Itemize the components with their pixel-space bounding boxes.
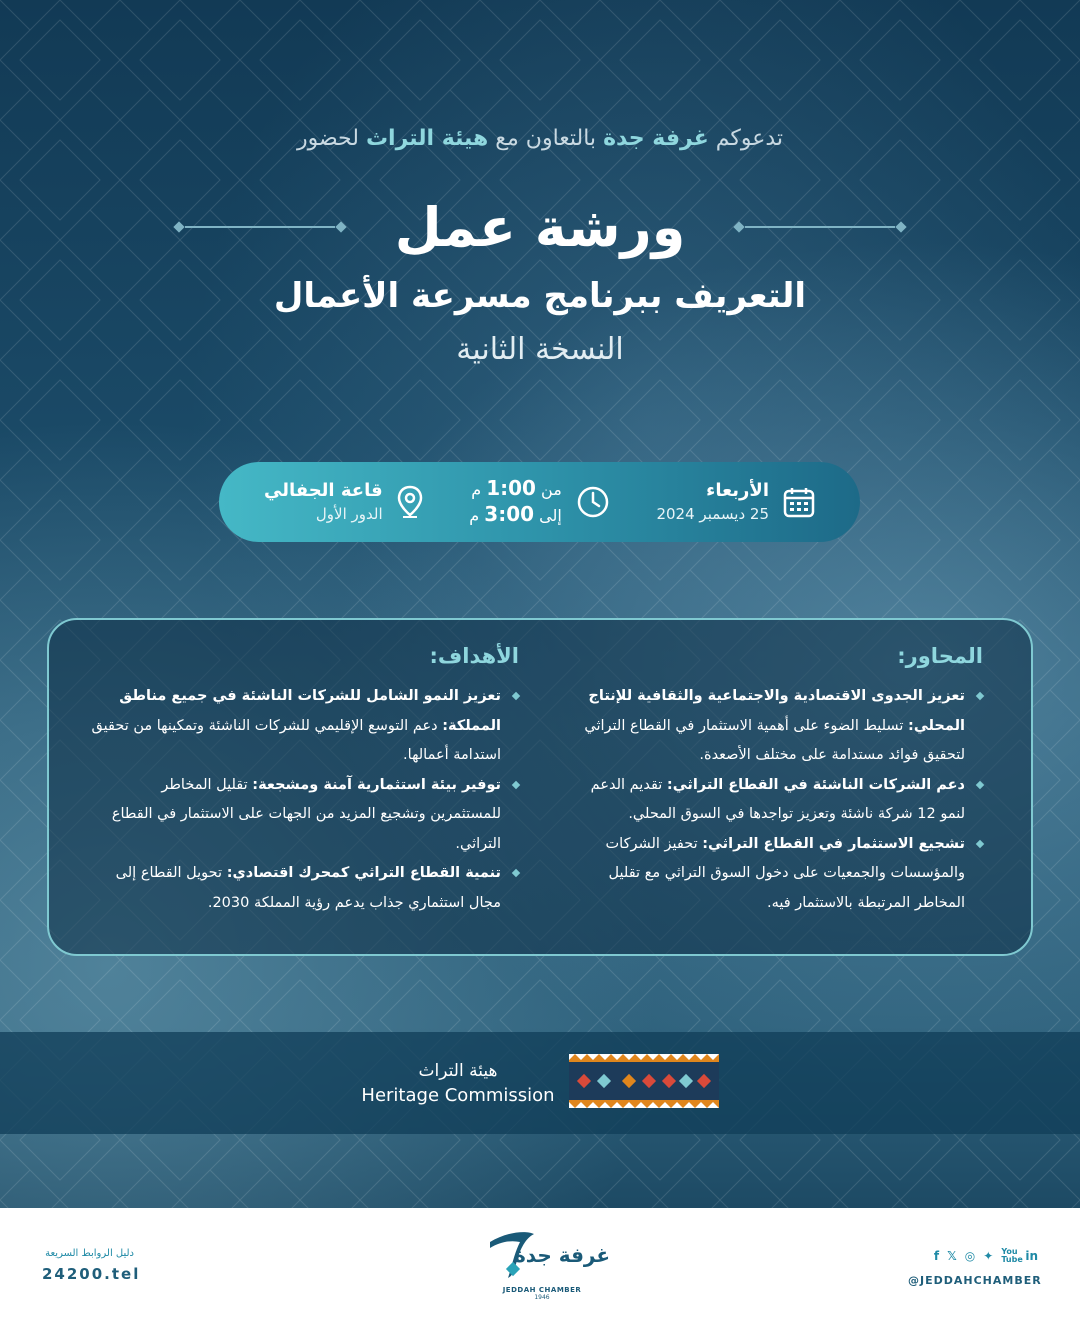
youtube-icon[interactable]: You Tube (1001, 1247, 1023, 1264)
invitation-line: تدعوكم غرفة جدة بالتعاون مع هيئة التراث لحضور (296, 126, 784, 151)
linkedin-icon[interactable]: in (1025, 1249, 1038, 1263)
social-links (908, 1247, 1042, 1287)
edition-label: النسخة الثانية (456, 332, 624, 367)
goals-list (89, 682, 519, 918)
event-info-bar (219, 462, 860, 542)
list-item: تعزيز النمو الشامل للشركات الناشئة في جميع مناطق المملكة: دعم التوسع الإقليمي للشركات الناشئة وتمكينها من تحقيق استدامة أعمالها. (89, 682, 519, 771)
clock-icon (576, 485, 610, 519)
title-row (0, 192, 1080, 262)
axes-column (583, 644, 983, 918)
list-item: دعم الشركات الناشئة في القطاع التراثي: تقديم الدعم لنمو 12 شركة ناشئة وتعزيز تواجدها في السوق المحلي. (583, 771, 983, 830)
facebook-icon[interactable]: f (933, 1249, 940, 1263)
instagram-icon[interactable]: ◎ (964, 1249, 976, 1263)
quick-links-label: دليل الروابط السريعة (45, 1248, 134, 1259)
venue-floor: الدور الأول (315, 505, 383, 523)
start-time: من 1:00 م (471, 476, 562, 500)
page-title: ورشة عمل (394, 195, 686, 259)
heritage-name-en: Heritage Commission (361, 1084, 555, 1106)
heritage-commission-name (361, 1061, 554, 1106)
logo-english-name: JEDDAH CHAMBER (502, 1286, 582, 1294)
venue-info (264, 479, 423, 525)
svg-text:غرفة جدة: غرفة جدة (513, 1243, 611, 1267)
jeddah-chamber-logo-icon (486, 1228, 611, 1280)
decorative-line-right (745, 226, 895, 228)
workshop-subtitle: التعريف ببرنامج مسرعة الأعمال (273, 276, 807, 316)
heritage-commission-logo-icon (569, 1054, 719, 1112)
date-info (656, 479, 815, 525)
jeddah-chamber-logo (486, 1228, 611, 1308)
list-item: تعزيز الجدوى الاقتصادية والاجتماعية والثقافية للإنتاج المحلي: تسليط الضوء على أهمية الاستثمار في القطاع التراثي لتحقيق فوائد مستدامة على مختلف الأصعدة. (583, 682, 983, 771)
end-time: إلى 3:00 م (469, 502, 562, 526)
goals-column (89, 644, 519, 918)
time-info (469, 476, 610, 528)
org-jeddah-chamber: غرفة جدة (603, 126, 709, 151)
axes-list (583, 682, 983, 918)
social-handle[interactable]: @JEDDAHCHAMBER (908, 1274, 1042, 1287)
content-panel (47, 618, 1033, 956)
venue-name: قاعة الجفالي (264, 480, 383, 501)
org-heritage-commission: هيئة التراث (365, 126, 489, 151)
decorative-line-left (185, 226, 335, 228)
calendar-icon (783, 486, 815, 518)
logo-year: 1946 (534, 1294, 550, 1301)
list-item: توفير بيئة استثمارية آمنة ومشجعة: تقليل المخاطر للمستثمرين وتشجيع المزيد من الجهات على الاستثمار في القطاع التراثي. (89, 771, 519, 860)
x-twitter-icon[interactable]: 𝕏 (947, 1249, 957, 1263)
location-pin-icon (397, 485, 423, 519)
quick-links-url[interactable]: 24200.tel (42, 1265, 141, 1283)
heritage-name-ar: هيئة التراث (418, 1060, 498, 1081)
footer-bar (0, 1208, 1080, 1320)
list-item: تشجيع الاستثمار في القطاع التراثي: تحفيز الشركات والمؤسسات والجمعيات على دخول السوق التراثي مع تقليل المخاطر المرتبطة بالاستثمار فيه. (583, 830, 983, 919)
list-item: تنمية القطاع التراثي كمحرك اقتصادي: تحويل القطاع إلى مجال استثماري جذاب يدعم رؤية المملكة 2030. (89, 859, 519, 918)
quick-links[interactable] (42, 1248, 141, 1283)
axes-heading: المحاور: (897, 644, 983, 668)
partner-band (0, 1032, 1080, 1134)
event-date: 25 ديسمبر 2024 (656, 505, 769, 523)
goals-heading: الأهداف: (429, 644, 519, 668)
snapchat-icon[interactable]: ✦ (983, 1249, 994, 1263)
social-icons-row (908, 1248, 1038, 1264)
event-day: الأربعاء (706, 480, 769, 501)
